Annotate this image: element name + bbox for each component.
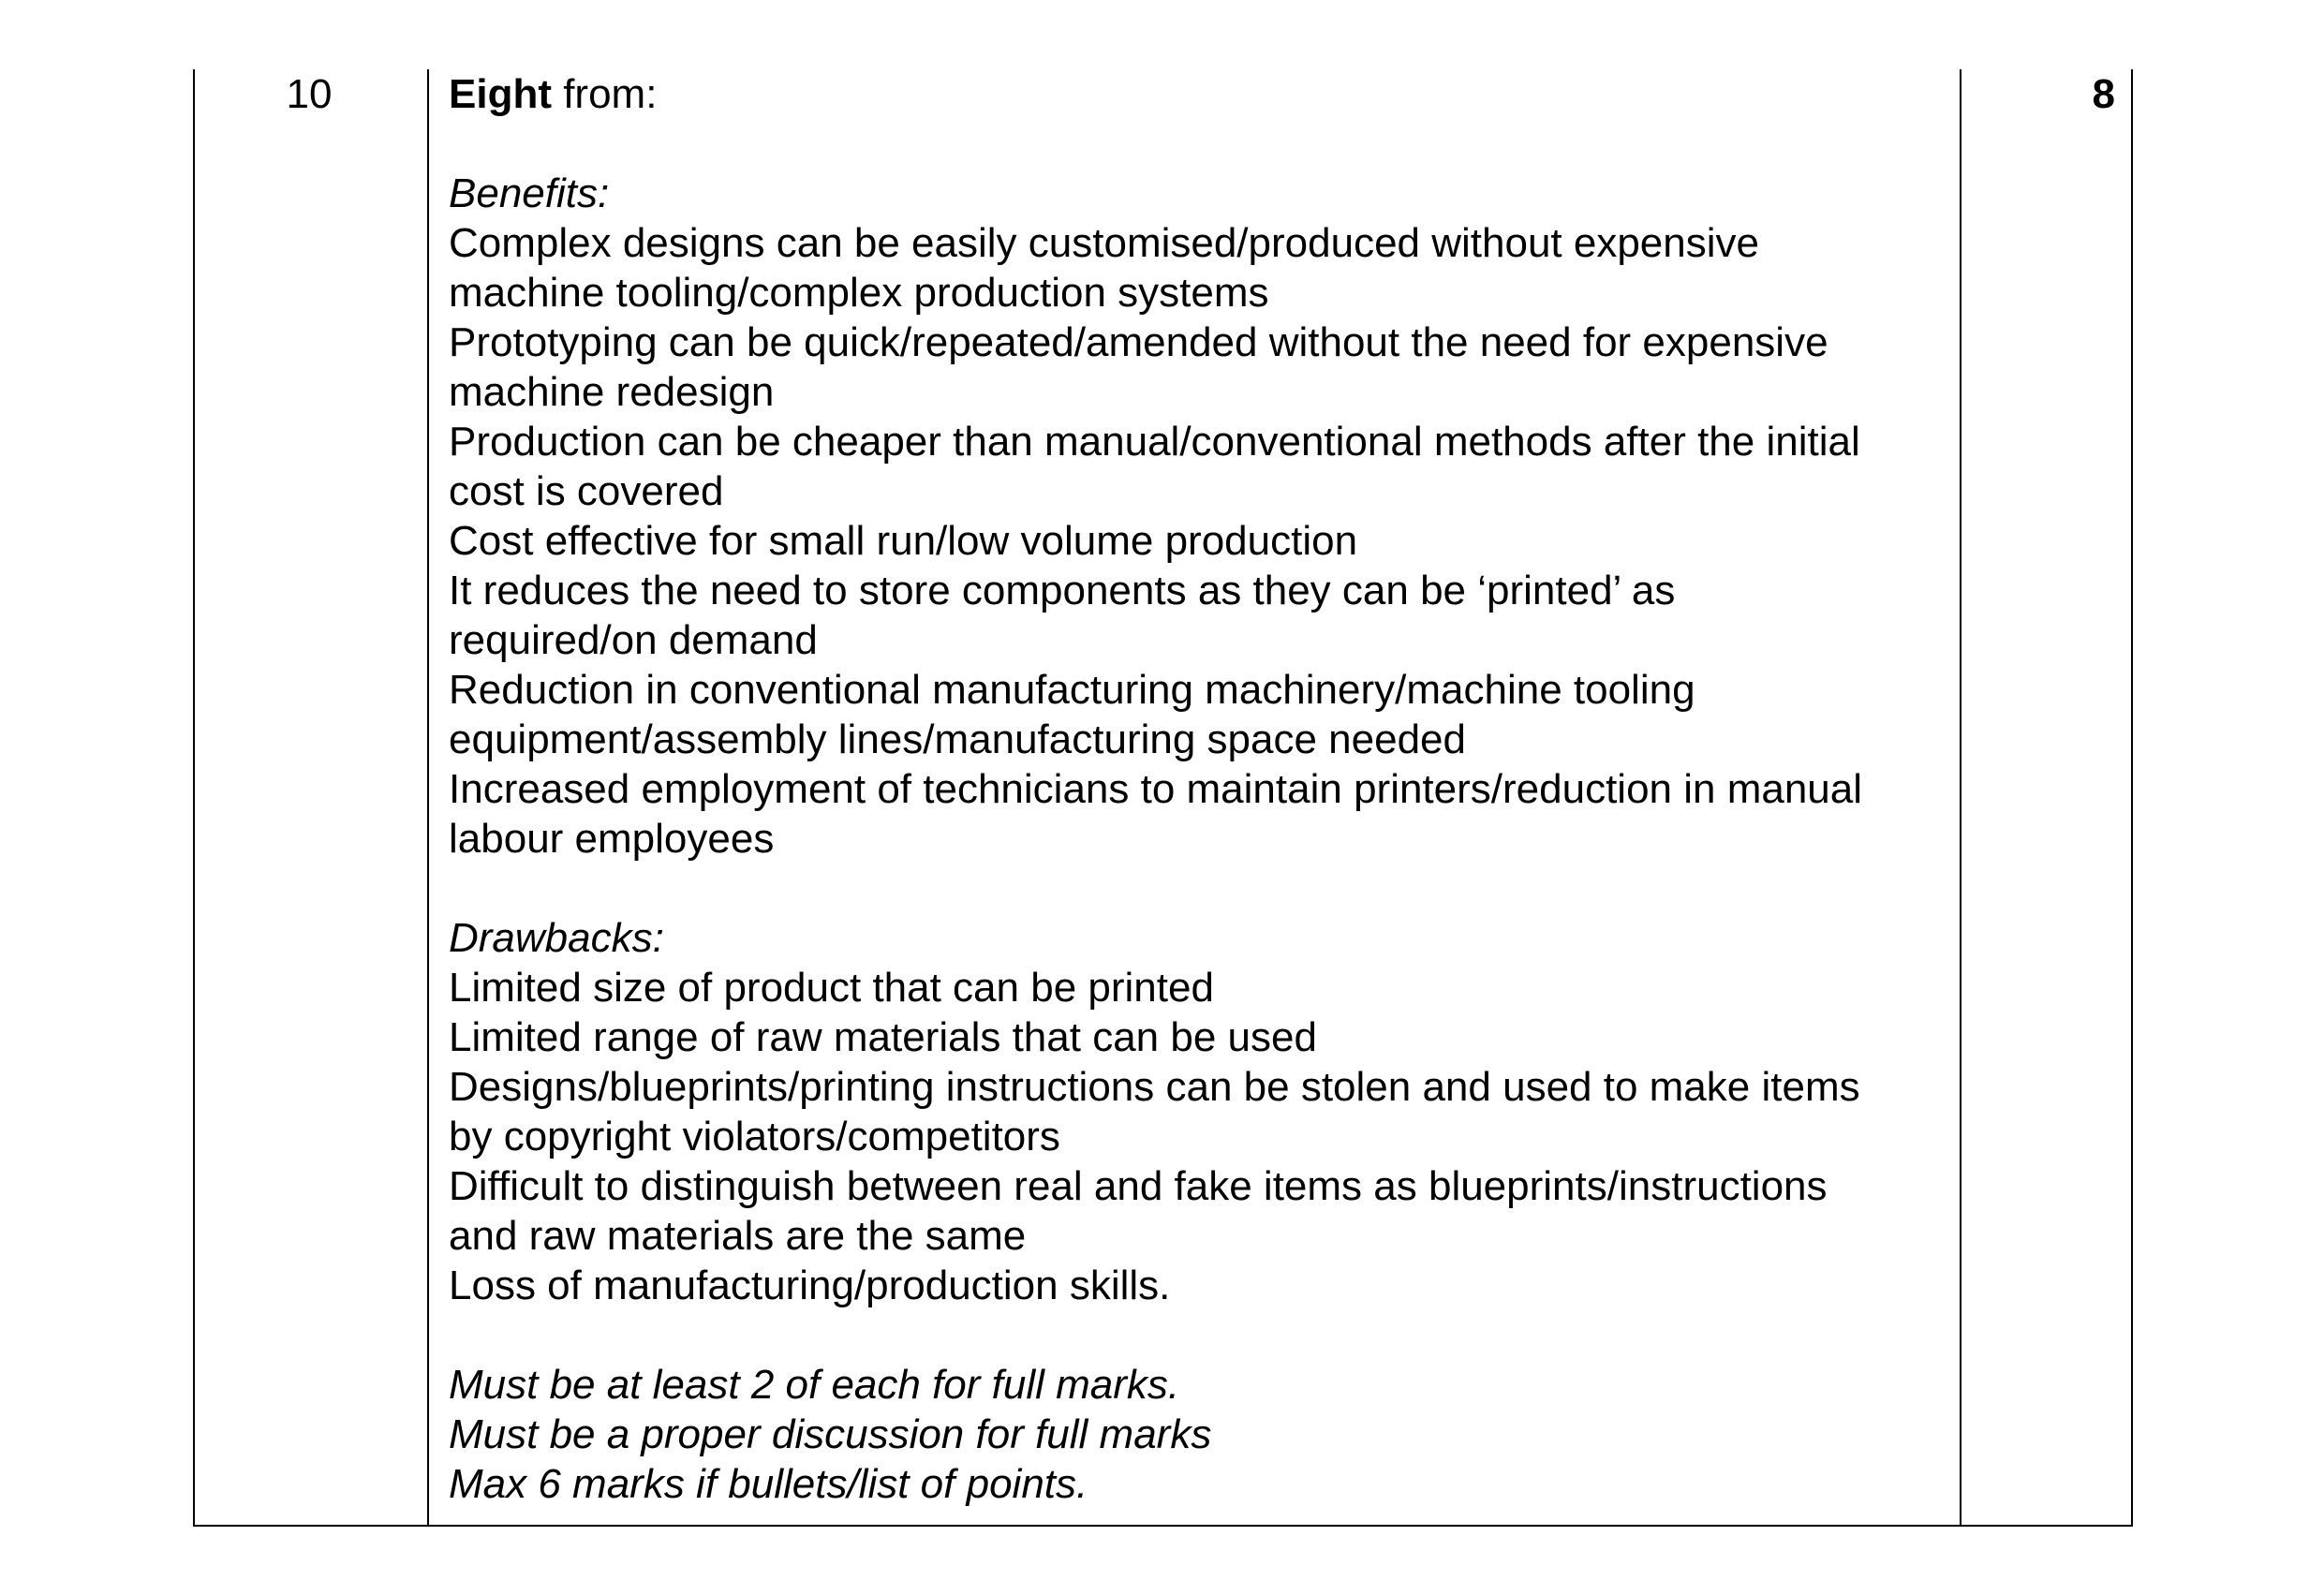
benefit-line: Increased employment of technicians to maintain printers/reduction in manual [449, 766, 1863, 812]
drawback-line: Difficult to distinguish between real and fake items as blueprints/instructions [449, 1163, 1828, 1209]
drawback-line: by copyright violators/competitors [449, 1114, 1060, 1159]
drawback-line: Limited size of product that can be printed [449, 965, 1214, 1011]
benefit-line: Prototyping can be quick/repeated/amended without the need for expensive [449, 319, 1828, 365]
benefit-line: Production can be cheaper than manual/conventional methods after the initial [449, 419, 1860, 465]
answer-cell [449, 69, 1947, 1509]
intro-rest: from: [551, 71, 658, 117]
drawback-line: and raw materials are the same [449, 1213, 1027, 1259]
intro-line [449, 69, 1947, 119]
benefit-line: It reduces the need to store components as they can be ‘printed’ as [449, 568, 1676, 613]
spacer [449, 1310, 1947, 1360]
column-divider-question [427, 69, 429, 1527]
benefit-line: equipment/assembly lines/manufacturing space needed [449, 716, 1466, 762]
question-number: 10 [286, 71, 333, 117]
benefit-line: machine tooling/complex production systems [449, 270, 1269, 316]
guidance-line: Max 6 marks if bullets/list of points. [449, 1461, 1088, 1507]
drawback-line: Designs/blueprints/printing instructions can be stolen and used to make items [449, 1064, 1860, 1110]
benefits-heading: Benefits: [449, 170, 610, 216]
benefit-line: Cost effective for small run/low volume production [449, 518, 1358, 564]
intro-bold: Eight [449, 71, 552, 117]
benefit-line: labour employees [449, 816, 775, 862]
table-right-border [2131, 69, 2133, 1527]
guidance-line: Must be at least 2 of each for full marks. [449, 1362, 1180, 1408]
benefit-line: Reduction in conventional manufacturing machinery/machine tooling [449, 667, 1695, 713]
table-left-border [193, 69, 195, 1527]
table-bottom-border [193, 1525, 2133, 1527]
benefit-line: cost is covered [449, 468, 724, 514]
benefit-line: Complex designs can be easily customised/produced without expensive [449, 220, 1759, 266]
marks-value: 8 [2092, 71, 2115, 117]
spacer [449, 864, 1947, 913]
spacer [449, 119, 1947, 169]
drawbacks-heading: Drawbacks: [449, 915, 664, 961]
benefit-line: required/on demand [449, 617, 818, 663]
drawback-line: Limited range of raw materials that can be used [449, 1014, 1317, 1060]
guidance-line: Must be a proper discussion for full marks [449, 1411, 1212, 1457]
column-divider-answer [1960, 69, 1961, 1527]
drawback-line: Loss of manufacturing/production skills. [449, 1263, 1171, 1308]
benefit-line: machine redesign [449, 369, 775, 415]
